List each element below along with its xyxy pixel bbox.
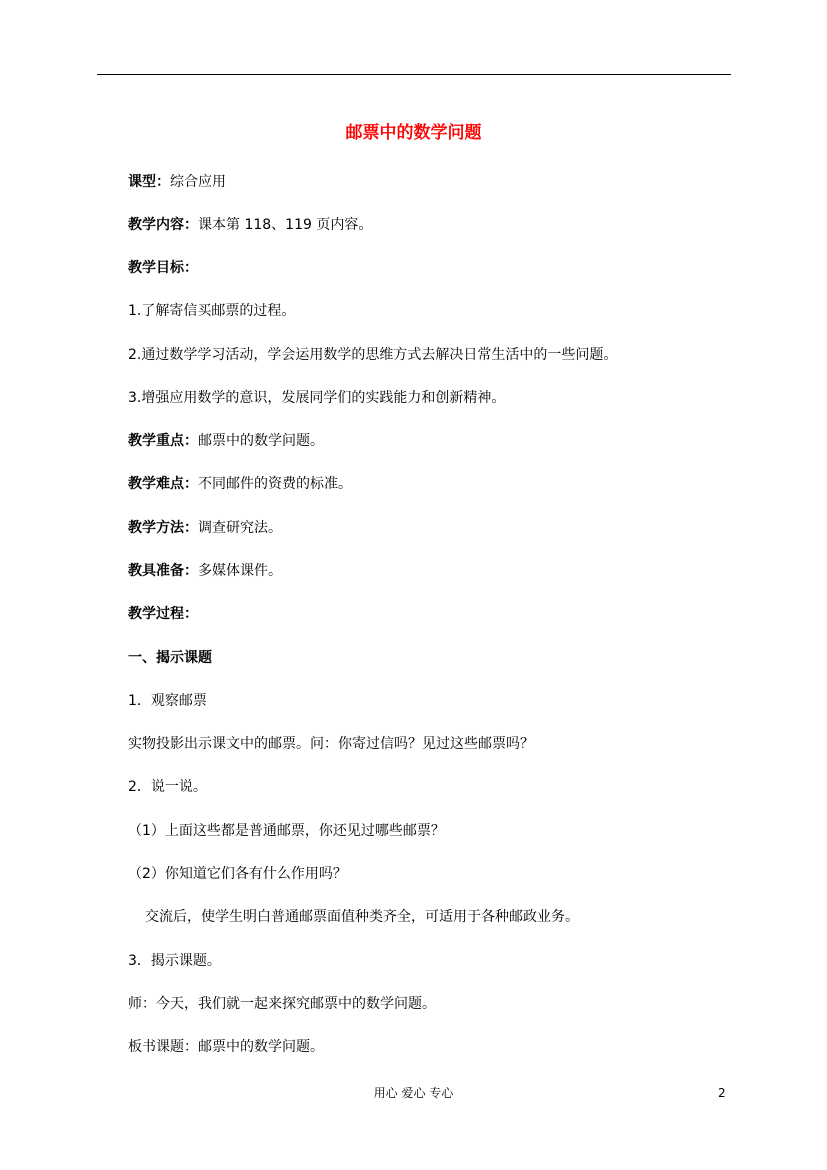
- content-value: 课本第 118、119 页内容。: [198, 217, 373, 233]
- section1-heading: 一、揭示课题: [128, 650, 212, 666]
- footer-motto: 用心 爱心 专心: [373, 1086, 454, 1100]
- goal-item-1: 1.了解寄信买邮票的过程。: [128, 303, 296, 319]
- method-label: 教学方法：: [128, 520, 198, 536]
- tools-line: [128, 561, 282, 581]
- step-line: 1．观察邮票: [128, 693, 207, 709]
- key-point-label: 教学重点：: [128, 433, 198, 449]
- key-point-value: 邮票中的数学问题。: [198, 433, 324, 449]
- step-line: （2）你知道它们各有什么作用吗？: [128, 866, 347, 882]
- method-value: 调查研究法。: [198, 520, 282, 536]
- page-number: 2: [718, 1086, 726, 1100]
- step-line: 实物投影出示课文中的邮票。问：你寄过信吗？见过这些邮票吗？: [128, 736, 534, 752]
- step-line: 2．说一说。: [128, 779, 207, 795]
- header-rule: [97, 74, 731, 75]
- difficulty-line: [128, 474, 352, 494]
- content-label: 教学内容：: [128, 217, 198, 233]
- process-heading: 教学过程：: [128, 606, 198, 622]
- goals-heading: 教学目标：: [128, 260, 198, 276]
- document-title: 邮票中的数学问题: [345, 123, 482, 143]
- step-line: 交流后，使学生明白普通邮票面值种类齐全，可适用于各种邮政业务。: [145, 909, 579, 925]
- goal-item-2: 2.通过数学学习活动，学会运用数学的思维方式去解决日常生活中的一些问题。: [128, 347, 618, 363]
- course-type-value: 综合应用: [170, 174, 226, 190]
- difficulty-label: 教学难点：: [128, 476, 198, 492]
- key-point-line: [128, 431, 324, 451]
- tools-label: 教具准备：: [128, 563, 198, 579]
- method-line: [128, 518, 282, 538]
- step-line: 板书课题：邮票中的数学问题。: [128, 1039, 324, 1055]
- step-line: （1）上面这些都是普通邮票，你还见过哪些邮票？: [128, 823, 445, 839]
- step-line: 3．揭示课题。: [128, 953, 221, 969]
- goal-item-3: 3.增强应用数学的意识，发展同学们的实践能力和创新精神。: [128, 390, 506, 406]
- step-line: 师：今天，我们就一起来探究邮票中的数学问题。: [128, 996, 436, 1012]
- course-type-line: [128, 172, 226, 192]
- tools-value: 多媒体课件。: [198, 563, 282, 579]
- difficulty-value: 不同邮件的资费的标准。: [198, 476, 352, 492]
- content-line: [128, 215, 372, 235]
- course-type-label: 课型：: [128, 174, 170, 190]
